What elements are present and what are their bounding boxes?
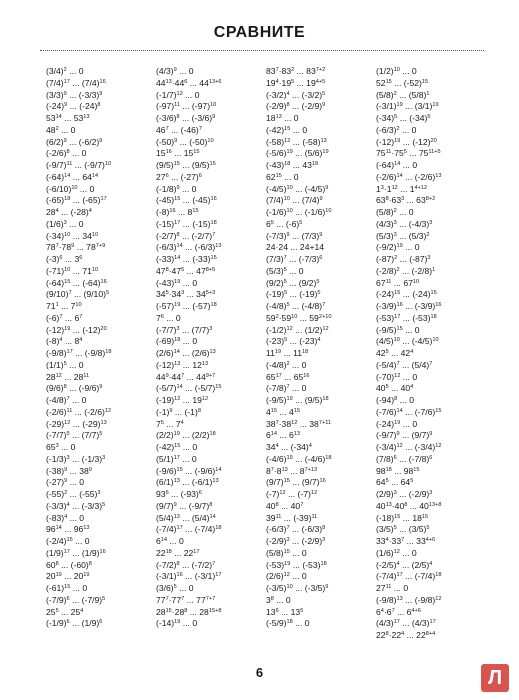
exercise-item: $(-65)^{18}$ ... $(-65)^{17}$ (46, 195, 107, 206)
exercise-item: $6^5$ ... $(-6)^5$ (266, 218, 303, 229)
exercise-item: $(-5/6)^{19}$ ... $(5/6)^{19}$ (266, 148, 329, 159)
exercise-item: $(-2/9)^8$ ... $(-2/9)^9$ (266, 101, 326, 112)
exercise-item: $(-4/8)^2$ ... 0 (266, 359, 307, 370)
exercise-item: $(-6/3)^2$ ... 0 (376, 124, 417, 135)
exercise-item: $(-55)^2$ ... $(-55)^3$ (46, 489, 101, 499)
exercise-item: $(-38)^9$ ... $38^9$ (46, 465, 92, 476)
exercise-item: $(-2/6)^8$ ... 0 (46, 148, 87, 159)
exercise-item: $(-5/9)^{18}$ ... 0 (266, 618, 310, 629)
exercise-item: $(-45)^{15}$ ... $(-45)^{16}$ (156, 195, 217, 206)
exercise-item: $(-3/1)^{19}$ ... $(3/1)^{19}$ (376, 101, 439, 112)
exercise-item: $47^8\cdot 47^5$ ... $47^{8+5}$ (156, 265, 216, 276)
exercise-item: $(2/6)^{12}$ ... 0 (266, 571, 307, 582)
exercise-item: $(-1/2)^{12}$ ... $(1/2)^{12}$ (266, 324, 329, 335)
exercise-item: $40^8$ ... $40^7$ (266, 500, 304, 511)
exercise-item: $(-2/8)^2$ ... $(-2/8)^1$ (376, 265, 436, 276)
exercise-item: $(-6/3)^{14}$ ... $(-6/3)^{13}$ (156, 242, 222, 253)
exercise-item: $(-24)^9$ ... $(-24)^8$ (46, 101, 101, 112)
exercise-item: $(2/2)^{19}$ ... $(2/2)^{18}$ (156, 430, 216, 441)
exercise-item: $(2/6)^{14}$ ... $(2/6)^{13}$ (156, 348, 216, 358)
exercise-item: 24·24 ... 24+14 (266, 242, 325, 253)
exercise-item: $65^3$ ... 0 (46, 442, 76, 452)
exercise-item: $15^{16}$ ... $15^{15}$ (156, 148, 200, 159)
exercise-item: $(-6/3)^7$ ... $(-6/3)^8$ (266, 524, 326, 535)
dotted-divider (40, 50, 484, 51)
exercise-item: $62^{15}$ ... 0 (266, 171, 299, 182)
exercise-item: $(4/5)^{10}$ ... $(-4/5)^{10}$ (376, 336, 439, 347)
exercise-item: $(-34)^5$ ... $(-34)^5$ (376, 113, 431, 123)
exercise-item: $(-7/9)^6$ ... $(-7/9)^5$ (46, 594, 106, 605)
exercise-item: $(-9/6)^{15}$ ... $(-9/6)^{14}$ (156, 465, 222, 476)
exercise-item: $(-2/9)^3$ ... $(-2/9)^3$ (266, 536, 326, 546)
exercise-item: $(7/3)^7$ ... $(-7/3)^6$ (266, 254, 323, 264)
exercise-item: $(-23)^5$ ... $(-23)^4$ (266, 336, 321, 347)
exercise-item: $(-7/4)^{17}$ ... $(-7/4)^{18}$ (156, 524, 222, 535)
exercise-item: $(-1/8)^9$ ... 0 (156, 183, 197, 194)
exercise-item: $(3/6)^5$ ... 0 (156, 583, 194, 593)
exercise-item: $(-33)^{14}$ ... $(-33)^{15}$ (156, 254, 217, 264)
exercise-column-3 (266, 66, 376, 662)
exercise-item: $22^{18}$ ... $22^{17}$ (156, 547, 200, 558)
exercise-item: $(-42)^{15}$ ... 0 (266, 124, 308, 135)
exercise-item: $11^{19}$ ... $11^{18}$ (266, 348, 309, 358)
exercise-item: $(-7/6)^{14}$ ... $(-7/6)^{15}$ (376, 406, 442, 417)
exercise-item: $(-1)^9$ ... $(-1)^8$ (156, 406, 201, 417)
exercise-item: $75^{11}\cdot 75^5$ ... $75^{11+5}$ (376, 148, 441, 159)
exercise-item: $(-97)^{11}$ ... $(-97)^{10}$ (156, 101, 217, 112)
exercise-item: $(-27)^9$ ... 0 (46, 477, 84, 488)
exercise-item: $(-9/8)^{13}$ ... $(-9/8)^{12}$ (376, 594, 442, 605)
exercise-item: $(-6/10)^{10}$ ... 0 (46, 183, 95, 194)
exercise-item: $(4/3)^3$ ... $(-4/3)^3$ (376, 218, 433, 229)
exercise-item: $(2/9)^3$ ... $(-2/9)^3$ (376, 489, 433, 499)
exercise-item: $(1/6)^{12}$ ... 0 (376, 547, 417, 558)
exercise-item: $(-9/5)^{15}$ ... 0 (376, 324, 420, 335)
exercise-item: $(-9/5)^{19}$ ... $(9/5)^{18}$ (266, 395, 329, 405)
exercise-item: $34^5\cdot 34^3$ ... $34^{5+3}$ (156, 289, 216, 300)
exercise-item: $83^7\cdot 83^2$ ... $83^{7+2}$ (266, 66, 326, 76)
exercise-item: $(-3)^6$ ... $3^6$ (46, 254, 83, 264)
exercise-item: $(-29)^{12}$ ... $(-29)^{13}$ (46, 418, 107, 429)
exercise-item: $(-8)^{16}$ ... $8^{15}$ (156, 207, 199, 217)
exercise-item: $(-5/4)^7$ ... $(5/4)^7$ (376, 359, 433, 370)
exercise-item: $(-15)^{17}$ ... $(-15)^{18}$ (156, 218, 217, 229)
exercise-item: $(-2/4)^{15}$ ... 0 (46, 536, 90, 546)
exercise-item: $(9/5)^{15}$ ... $(9/5)^{15}$ (156, 160, 216, 170)
exercise-item: $6^{14}$ ... 0 (156, 536, 184, 546)
exercise-item: $52^{15}$ ... $(-52)^{15}$ (376, 77, 429, 88)
exercise-item: $1^3\cdot 1^{12}$ ... $1^{4+12}$ (376, 183, 428, 194)
exercise-item: $(-7/4)^{17}$ ... $(-7/4)^{18}$ (376, 571, 442, 582)
exercise-item: $78^7\cdot 78^9$ ... $78^{7+9}$ (46, 242, 106, 253)
exercise-item: $44^9\cdot 44^7$ ... $44^{9+7}$ (156, 371, 216, 382)
exercise-item: $(-34)^{10}$ ... $34^{10}$ (46, 230, 99, 241)
exercise-column-2 (156, 66, 266, 662)
exercise-item: $(3/3)^9$ ... $(-3/3)^9$ (46, 89, 103, 100)
exercise-item: $(3/5)^5$ ... $(3/5)^5$ (376, 524, 430, 535)
exercise-item: $38^7\cdot 38^{12}$ ... $38^{7+11}$ (266, 418, 332, 429)
exercise-item: $60^8$ ... $(-60)^8$ (46, 559, 92, 570)
exercise-item: $(5/8)^{15}$ ... 0 (266, 547, 307, 558)
exercise-item: $93^6$ ... $(-93)^6$ (156, 489, 202, 499)
exercise-item: $(-7)^{12}$ ... $(-7)^{12}$ (266, 489, 318, 499)
exercise-item: $67^{11}$ ... $67^{10}$ (376, 277, 420, 288)
exercise-item: $(-2/7)^8$ ... $(-2/7)^7$ (156, 230, 216, 241)
exercise-item: $(-4/5)^{10}$ ... $(-4/5)^9$ (266, 183, 329, 194)
exercise-item: $(-53)^{17}$ ... $(-53)^{18}$ (376, 312, 437, 323)
exercise-item: $48^2$ ... 0 (46, 124, 76, 135)
exercise-item: $(-3/5)^{10}$ ... $(-3/5)^9$ (266, 583, 329, 593)
exercise-item: $65^{17}$ ... $65^{16}$ (266, 371, 310, 382)
exercise-item: $63^8\cdot 63^3$ ... $63^{8+2}$ (376, 195, 436, 206)
exercise-item: $(5/3)^5$ ... 0 (266, 265, 304, 276)
exercise-item: $(-7/8)^7$ ... 0 (266, 383, 307, 394)
exercise-item: $96^{14}$ ... $96^{13}$ (46, 524, 90, 535)
exercise-item: $(-4/8)^7$ ... 0 (46, 395, 87, 405)
exercise-item: $19^4\cdot 19^5$ ... $19^{4+5}$ (266, 77, 326, 88)
exercise-item: $(-2/6)^{11}$ ... $(-2/6)^{12}$ (46, 406, 112, 417)
exercise-item: $(-94)^8$ ... 0 (376, 395, 414, 405)
exercise-item: $(-14)^{19}$ ... 0 (156, 618, 198, 629)
exercise-item: $98^{18}$ ... $98^{15}$ (376, 465, 420, 476)
exercise-item: $7^6$ ... 0 (156, 312, 181, 323)
exercise-item: $6^4\cdot 6^7$ ... $6^{4+6}$ (376, 606, 421, 617)
exercise-item: $(1/1)^5$ ... 0 (46, 359, 84, 370)
exercise-item: $27^{11}$ ... 0 (376, 583, 409, 593)
publisher-logo: Л (481, 664, 509, 692)
exercise-item: $(-53)^{19}$ ... $(-53)^{18}$ (266, 559, 327, 570)
exercise-item: $27^6$ ... $(-27)^6$ (156, 171, 202, 182)
exercise-item: $(-43)^{19}$ ... 0 (156, 277, 198, 288)
exercise-item: $(-57)^{19}$ ... $(-57)^{18}$ (156, 301, 217, 311)
exercise-item: $(-9/7)^{11}$ ... $(-9/7)^{10}$ (46, 160, 112, 170)
exercise-item: $77^7\cdot 77^7$ ... $77^{7+7}$ (156, 594, 216, 605)
exercise-item: $(-3/2)^4$ ... $(-3/2)^5$ (266, 89, 326, 100)
exercise-item: $(9/7)^{15}$ ... $(9/7)^{16}$ (266, 477, 326, 488)
exercise-item: $53^{14}$ ... $53^{13}$ (46, 113, 90, 123)
exercise-item: $(4/3)^{17}$ ... $(4/3)^{17}$ (376, 618, 436, 629)
exercise-column-1 (46, 66, 156, 662)
exercise-item: $(-24)^{15}$ ... $(-24)^{15}$ (376, 289, 437, 300)
exercise-item: $(7/4)^{10}$ ... $(7/4)^9$ (266, 195, 323, 206)
exercise-item: $(5/8)^2$ ... 0 (376, 207, 414, 217)
exercise-item: $(-1/6)^{10}$ ... $(-1/6)^{10}$ (266, 207, 332, 217)
exercise-item: $20^{19}$ ... $20^{19}$ (46, 571, 90, 582)
exercise-item: $(-50)^9$ ... $(-50)^{10}$ (156, 136, 214, 147)
exercise-item: $(-2/6)^{14}$ ... $(-2/6)^{13}$ (376, 171, 442, 182)
exercise-item: $(-61)^{15}$ ... 0 (46, 583, 88, 593)
exercise-item: $40^5$ ... $40^4$ (376, 383, 414, 394)
exercise-item: $42^5$ ... $42^4$ (376, 348, 414, 358)
exercise-item: $(9/7)^9$ ... $(-9/7)^8$ (156, 500, 213, 511)
exercise-item: $59^2\cdot 59^{10}$ ... $59^{2+10}$ (266, 312, 332, 323)
exercise-item: $(-7/3)^9$ ... $(7/3)^9$ (266, 230, 323, 241)
exercise-item: $33^4\cdot 33^7$ ... $33^{4+6}$ (376, 536, 436, 546)
exercise-item: $(-69)^{18}$ ... 0 (156, 336, 198, 347)
exercise-item: $40^{13}\cdot 40^8$ ... $40^{13+8}$ (376, 500, 442, 511)
exercise-item: $(-12)^{13}$ ... $12^{13}$ (156, 359, 209, 370)
exercise-item: $3^8$ ... 0 (266, 594, 291, 605)
exercise-item: $8^7\cdot 8^{13}$ ... $8^{7+13}$ (266, 465, 318, 476)
exercise-item: $(-9/7)^9$ ... $(9/7)^9$ (376, 430, 433, 441)
page-title: СРАВНИТЕ (213, 24, 306, 41)
exercise-item: $(9/10)^7$ ... $(9/10)^5$ (46, 289, 110, 300)
exercise-item: $(-87)^2$ ... $(-87)^3$ (376, 254, 431, 264)
exercise-item: $(-19)^5$ ... $(-19)^5$ (266, 289, 321, 300)
exercise-item: $28^{15}\cdot 28^8$ ... $28^{15+8}$ (156, 606, 222, 617)
exercise-item: $(1/9)^{17}$ ... $(1/9)^{16}$ (46, 547, 106, 558)
exercise-item: $(-3/9)^{16}$ ... $(-3/9)^{16}$ (376, 301, 442, 311)
exercise-item: $(-2/5)^4$ ... $(2/5)^4$ (376, 559, 433, 570)
exercise-item: $(-8)^4$ ... $8^4$ (46, 336, 83, 347)
exercise-item: $22^8\cdot 22^4$ ... $22^{8+4}$ (376, 630, 436, 640)
exercise-item: $39^{11}$ ... $(-39)^{11}$ (266, 512, 318, 523)
exercise-item: $(-7/7)^3$ ... $(7/7)^3$ (156, 324, 213, 335)
exercise-item: $(-58)^{12}$ ... $(-58)^{13}$ (266, 136, 327, 147)
exercise-item: $(-24)^{19}$ ... 0 (376, 418, 418, 429)
exercise-item: $(-7/2)^8$ ... $(-7/2)^7$ (156, 559, 216, 570)
exercise-item: $46^7$ ... $(-46)^7$ (156, 124, 202, 135)
exercise-item: $(-12)^{19}$ ... $(-12)^{20}$ (376, 136, 437, 147)
exercise-item: $28^4$ ... $(-28)^4$ (46, 207, 92, 217)
exercise-item: $(-43)^{18}$ ... $43^{18}$ (266, 160, 319, 170)
exercise-item: $(-3/4)^{12}$ ... $(-3/4)^{12}$ (376, 442, 442, 452)
exercise-item: $(1/6)^3$ ... 0 (46, 218, 84, 229)
exercise-item: $(-5/7)^{14}$ ... $(-5/7)^{15}$ (156, 383, 222, 394)
exercise-item: $7^5$ ... $7^4$ (156, 418, 184, 429)
exercise-item: $4^{15}$ ... $4^{15}$ (266, 406, 300, 417)
exercise-item: $64^5$ ... $64^5$ (376, 477, 414, 488)
exercise-item: $13^6$ ... $13^5$ (266, 606, 304, 617)
exercise-item: $(3/4)^2$ ... 0 (46, 66, 84, 76)
exercise-item: $(-12)^{19}$ ... $(-12)^{20}$ (46, 324, 107, 335)
exercise-item: $(-19)^{12}$ ... $19^{12}$ (156, 395, 209, 405)
exercise-grid (46, 66, 486, 662)
exercise-item: $(-70)^{12}$ ... 0 (376, 371, 418, 382)
exercise-item: $6^{14}$ ... $6^{13}$ (266, 430, 300, 441)
exercise-item: $(6/2)^9$ ... $(-6/2)^9$ (46, 136, 103, 147)
exercise-item: $(5/3)^3$ ... $(5/3)^2$ (376, 230, 430, 241)
exercise-item: $(5/1)^{17}$ ... 0 (156, 453, 197, 464)
exercise-item: $(9/6)^8$ ... $(-9/6)^9$ (46, 383, 103, 394)
exercise-item: $25^5$ ... $25^4$ (46, 606, 84, 617)
exercise-item: $(-64)^{14}$ ... 0 (376, 160, 418, 170)
exercise-item: $(9/2)^5$ ... $(9/2)^5$ (266, 277, 320, 288)
exercise-item: $(7/4)^{17}$ ... $(7/4)^{16}$ (46, 77, 106, 88)
exercise-item: $(-7/7)^5$ ... $(7/7)^5$ (46, 430, 103, 441)
exercise-item: $34^4$ ... $(-34)^4$ (266, 442, 312, 452)
exercise-item: $(-6)^7$ ... $6^7$ (46, 312, 83, 323)
exercise-item: $(-1/7)^{12}$ ... 0 (156, 89, 200, 100)
exercise-item: $28^{12}$ ... $28^{11}$ (46, 371, 90, 382)
exercise-item: $(-4/6)^{19}$ ... $(-4/6)^{18}$ (266, 453, 332, 464)
exercise-item: $(-3/3)^4$ ... $(-3/3)^5$ (46, 500, 106, 511)
exercise-item: $(6/1)^{13}$ ... $(-6/1)^{13}$ (156, 477, 219, 488)
page-number: 6 (255, 665, 264, 680)
exercise-item: $(5/4)^{13}$ ... $(5/4)^{14}$ (156, 512, 216, 523)
exercise-item: $(4/3)^9$ ... 0 (156, 66, 194, 76)
exercise-item: $(-42)^{15}$ ... 0 (156, 442, 198, 452)
exercise-item: $(-18)^{15}$ ... $18^{15}$ (376, 512, 429, 523)
exercise-item: $71^1$ ... $7^{10}$ (46, 301, 82, 311)
exercise-column-4 (376, 66, 486, 662)
exercise-item: $44^{13}\cdot 44^6$ ... $44^{13+6}$ (156, 77, 222, 88)
exercise-item: $(-1/3)^3$ ... $(-1/3)^3$ (46, 453, 106, 464)
exercise-item: $(-4/8)^5$ ... $(-4/8)^7$ (266, 301, 326, 311)
exercise-item: $(-71)^{10}$ ... $71^{10}$ (46, 265, 99, 276)
exercise-item: $(-64)^{15}$ ... $(-64)^{16}$ (46, 277, 107, 288)
exercise-item: $(-83)^4$ ... 0 (46, 512, 84, 523)
exercise-item: $(-9/8)^{17}$ ... $(-9/8)^{18}$ (46, 348, 112, 358)
exercise-item: $(-1/9)^6$ ... $(1/9)^6$ (46, 618, 103, 629)
exercise-item: $(-3/6)^8$ ... $(-3/6)^9$ (156, 113, 216, 123)
exercise-item: $(7/8)^6$ ... $(-7/8)^6$ (376, 453, 433, 464)
exercise-item: $(-3/1)^{16}$ ... $(-3/1)^{17}$ (156, 571, 222, 582)
exercise-item: $(-9/2)^{19}$ ... 0 (376, 242, 420, 253)
exercise-item: $(1/2)^{10}$ ... 0 (376, 66, 417, 76)
exercise-item: $18^{13}$ ... 0 (266, 113, 299, 123)
exercise-item: $(-64)^{14}$ ... $64^{14}$ (46, 171, 99, 182)
exercise-item: $(5/8)^2$ ... $(5/8)^1$ (376, 89, 430, 100)
